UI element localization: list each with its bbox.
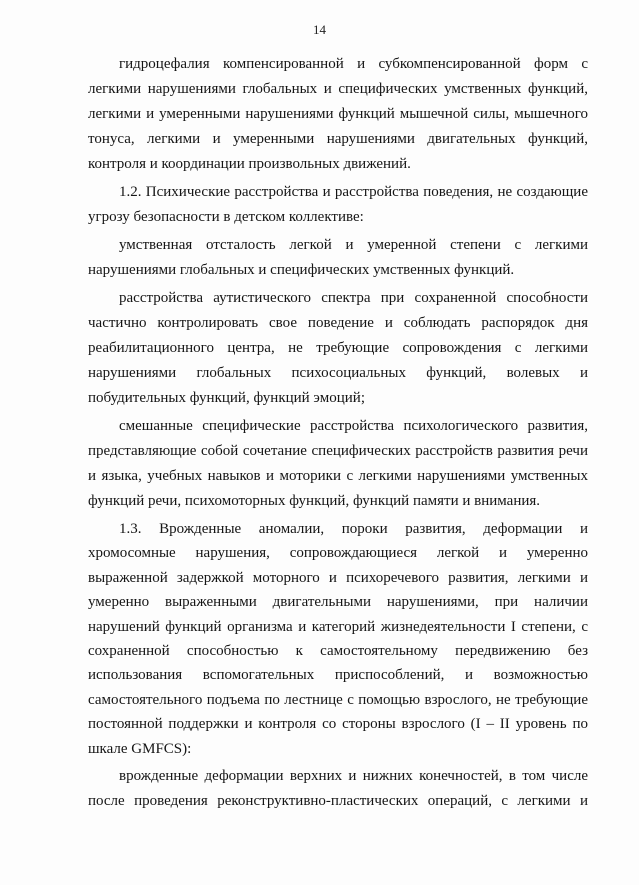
paragraph-section-1-3: 1.3. Врожденные аномалии, пороки развития, деформации и хромосомные нарушения, сопровождающиеся легкой и умеренно выраженной задержкой моторного и психоречевого развития, легкими и умеренно выраженными двигательными нарушениями, при наличии нарушений функций организма и категорий жизнедеятельности I степени, с сохраненной способностью к самостоятельному передвижению без использования вспомогательных приспособлений, и возможностью самостоятельного подъема по лестнице с помощью взрослого, не требующие постоянной поддержки и контроля со стороны взрослого (I – II уровень по шкале GMFCS): bbox=[88, 521, 588, 757]
paragraph-autism-spectrum: расстройства аутистического спектра при сохраненной способности частично контролировать свое поведение и соблюдать распорядок дня реабилитационного центра, не требующие сопровождения с легкими нарушениями глобальных психосоциальных функций, волевых и побудительных функций, функций эмоций; bbox=[88, 290, 588, 406]
paragraph-mixed-disorders: смешанные специфические расстройства психологического развития, представляющие собой сочетание специфических расстройств развития речи и языка, учебных навыков и моторики с легкими нарушениями умственных функций речи, психомоторных функций, функций памяти и внимания. bbox=[88, 418, 588, 509]
paragraph-hydrocephalus: гидроцефалия компенсированной и субкомпенсированной форм с легкими нарушениями глобальных и специфических умственных функций, легкими и умеренными нарушениями функций мышечной силы, мышечного тонуса, легкими и умеренными нарушениями двигательных функций, контроля и координации произвольных движений. bbox=[88, 56, 588, 172]
paragraph-section-1-2: 1.2. Психические расстройства и расстройства поведения, не создающие угрозу безопасности в детском коллективе: bbox=[88, 184, 588, 225]
paragraph-limb-deformations: врожденные деформации верхних и нижних конечностей, в том числе после проведения реконструктивно-пластических операций, с легкими и bbox=[88, 768, 588, 810]
paragraph-mental-retardation: умственная отсталость легкой и умеренной степени с легкими нарушениями глобальных и специфических умственных функций. bbox=[88, 237, 588, 278]
page-number: 14 bbox=[313, 22, 326, 37]
document-body bbox=[88, 52, 588, 817]
